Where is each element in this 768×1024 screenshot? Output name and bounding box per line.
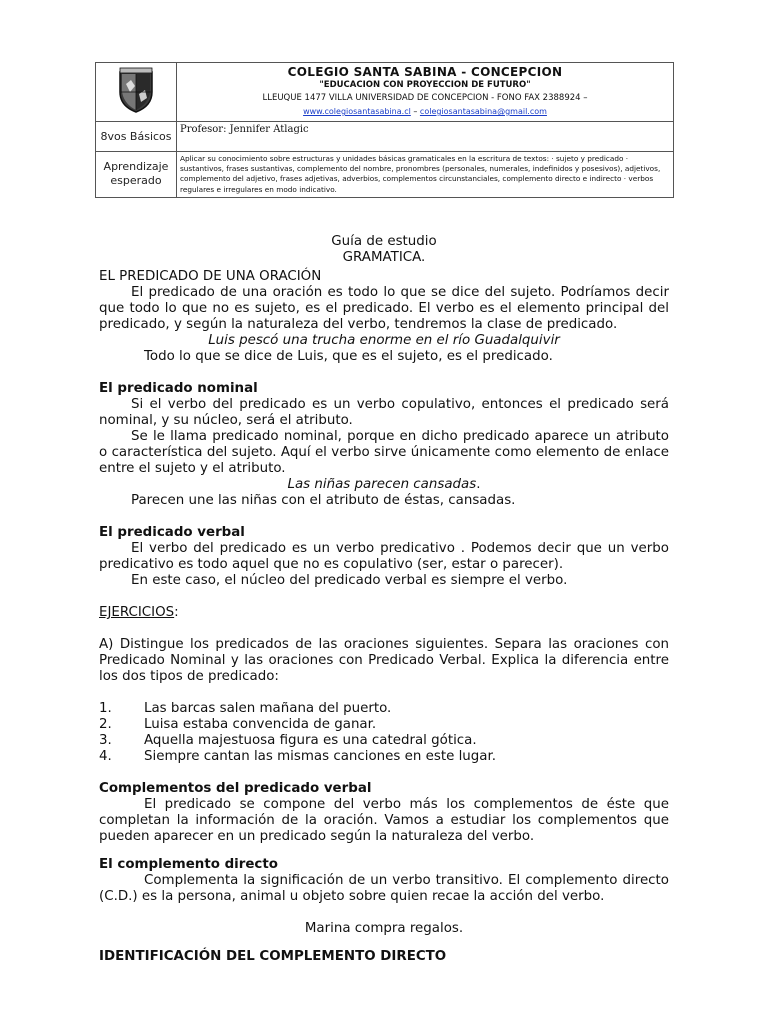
teacher-name: Profesor: Jennifer Atlagic: [180, 124, 309, 135]
learning-text: Aplicar su conocimiento sobre estructuras y unidades básicas gramaticales en la escritura de textos: · sujeto y predicado · sustantivos, frases sustantivas, complemento del nombre, pronombres (personales, numerales, indefinidos y posesivos), adjetivos, complemento del adjetivo, frases adjetivas, adverbios, complementos circunstanciales, complemento directo e indirecto · verbos regulares e irregulares en modo indicativo.: [180, 154, 661, 194]
list-item: 1. Las barcas salen mañana del puerto.: [99, 701, 392, 716]
paragraph: Parecen une las niñas con el atributo de éstas, cansadas.: [131, 493, 516, 508]
paragraph: Si el verbo del predicado es un verbo copulativo, entonces el predicado será nominal, y su núcleo, será el atributo.: [99, 397, 669, 428]
email-link[interactable]: colegiosantasabina@gmail.com: [419, 107, 547, 116]
list-item: 2. Luisa estaba convencida de ganar.: [99, 717, 377, 732]
learning-text-cell: [177, 152, 674, 198]
logo-cell: [96, 63, 177, 122]
link-separator: –: [410, 107, 420, 116]
section-heading-complementos: Complementos del predicado verbal: [99, 781, 372, 796]
paragraph: El predicado de una oración es todo lo que se dice del sujeto. Podríamos decir que todo lo que no es sujeto, es el predicado. El verbo es el elemento principal del predicado, y según la naturaleza del verbo, tendremos la clase de predicado.: [99, 285, 669, 332]
school-name: COLEGIO SANTA SABINA - CONCEPCION: [287, 65, 563, 79]
learning-label: Aprendizaje esperado: [103, 160, 169, 188]
school-info-cell: [177, 63, 674, 122]
section-heading-verbal: El predicado verbal: [99, 525, 245, 540]
paragraph: Complementa la significación de un verbo transitivo. El complemento directo (C.D.) es la persona, animal u objeto sobre quien recae la acción del verbo.: [99, 873, 669, 904]
school-crest-icon: [116, 66, 156, 114]
section-heading-ejercicios: EJERCICIOS:: [99, 605, 179, 620]
doc-title: Guía de estudio: [331, 234, 437, 249]
list-item: 3. Aquella majestuosa figura es una catedral gótica.: [99, 733, 477, 748]
website-link[interactable]: www.colegiosantasabina.cl: [303, 107, 411, 116]
exercise-list: [99, 701, 669, 765]
list-item: 4. Siempre cantan las mismas canciones en este lugar.: [99, 749, 497, 764]
section-heading-identificacion: IDENTIFICACIÓN DEL COMPLEMENTO DIRECTO: [99, 949, 447, 964]
paragraph: El verbo del predicado es un verbo predicativo . Podemos decir que un verbo predicativo es todo aquel que no es copulativo (ser, estar o parecer).: [99, 541, 669, 572]
paragraph: El predicado se compone del verbo más los complementos de éste que completan la información de la oración. Vamos a estudiar los complementos que pueden aparecer en un predicado según la naturaleza del verbo.: [99, 797, 669, 844]
example-sentence: Marina compra regalos.: [304, 921, 464, 936]
section-heading-predicado: EL PREDICADO DE UNA ORACIÓN: [99, 269, 322, 284]
document-body: [99, 234, 669, 965]
example-sentence: Luis pescó una trucha enorme en el río Guadalquivir: [208, 333, 560, 348]
section-heading-nominal: El predicado nominal: [99, 381, 258, 396]
paragraph: En este caso, el núcleo del predicado verbal es siempre el verbo.: [131, 573, 568, 588]
grade-label: 8vos Básicos: [100, 129, 172, 143]
header-table: [95, 62, 674, 198]
paragraph: Todo lo que se dice de Luis, que es el sujeto, es el predicado.: [144, 349, 553, 364]
contact-links: [177, 105, 673, 118]
learning-label-cell: [96, 152, 177, 198]
doc-subtitle: GRAMATICA.: [342, 250, 426, 265]
paragraph: Se le llama predicado nominal, porque en dicho predicado aparece un atributo o característica del sujeto. Aquí el verbo sirve únicamente como elemento de enlace entre el sujeto y el atributo.: [99, 429, 669, 476]
exercise-instructions: A) Distingue los predicados de las oraciones siguientes. Separa las oraciones con Predicado Nominal y las oraciones con Predicado Verbal. Explica la diferencia entre los dos tipos de predicado:: [99, 637, 669, 684]
teacher-cell: [177, 122, 674, 152]
school-address: LLEUQUE 1477 VILLA UNIVERSIDAD DE CONCEPCION - FONO FAX 2388924 –: [262, 93, 588, 103]
section-heading-directo: El complemento directo: [99, 857, 278, 872]
grade-cell: [96, 122, 177, 152]
example-sentence: Las niñas parecen cansadas.: [287, 477, 481, 492]
school-motto: "EDUCACION CON PROYECCION DE FUTURO": [319, 80, 531, 90]
